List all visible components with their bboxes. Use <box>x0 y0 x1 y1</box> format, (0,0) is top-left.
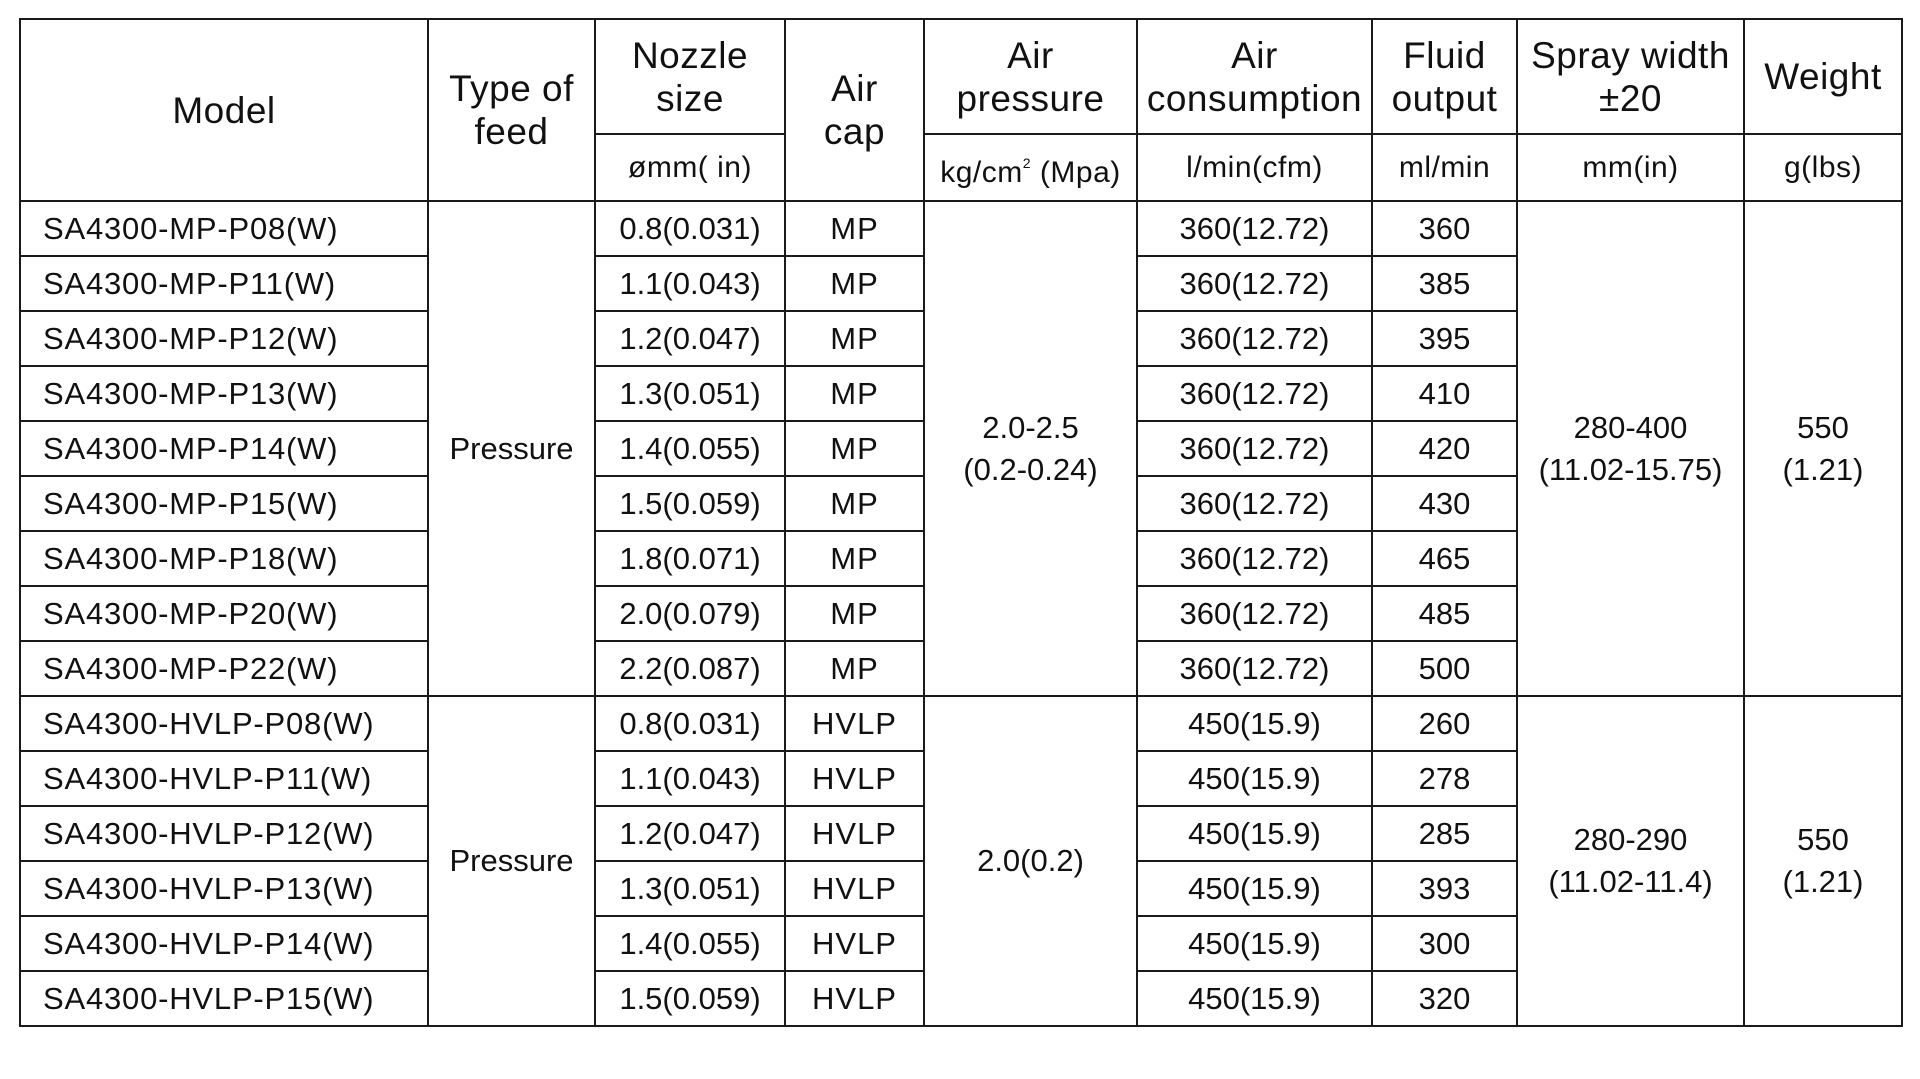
nozzle-cell: 0.8(0.031) <box>595 201 785 256</box>
air-cap-cell: MP <box>785 531 924 586</box>
nozzle-cell: 1.1(0.043) <box>595 256 785 311</box>
air-cap-cell: MP <box>785 366 924 421</box>
unit-weight: g(lbs) <box>1744 134 1902 201</box>
air-consumption-cell: 360(12.72) <box>1137 256 1372 311</box>
air-consumption-cell: 450(15.9) <box>1137 916 1372 971</box>
air-cap-cell: HVLP <box>785 806 924 861</box>
air-consumption-cell: 450(15.9) <box>1137 751 1372 806</box>
air-consumption-cell: 450(15.9) <box>1137 806 1372 861</box>
air-cap-cell: MP <box>785 586 924 641</box>
fluid-output-cell: 260 <box>1372 696 1517 751</box>
fluid-output-cell: 420 <box>1372 421 1517 476</box>
model-cell: SA4300-HVLP-P08(W) <box>20 696 428 751</box>
air-cap-cell: HVLP <box>785 751 924 806</box>
nozzle-cell: 1.5(0.059) <box>595 476 785 531</box>
unit-pressure: $kg/cm^2$ (Mpa) <box>924 134 1137 201</box>
fluid-output-cell: 300 <box>1372 916 1517 971</box>
air-cap-cell: HVLP <box>785 971 924 1026</box>
fluid-output-cell: 485 <box>1372 586 1517 641</box>
fluid-output-cell: 410 <box>1372 366 1517 421</box>
air-consumption-cell: 450(15.9) <box>1137 861 1372 916</box>
air-consumption-cell: 360(12.72) <box>1137 641 1372 696</box>
header-model: Model <box>20 19 428 201</box>
fluid-output-cell: 360 <box>1372 201 1517 256</box>
fluid-output-cell: 278 <box>1372 751 1517 806</box>
air-consumption-cell: 360(12.72) <box>1137 531 1372 586</box>
table-row <box>20 696 1902 751</box>
nozzle-cell: 1.4(0.055) <box>595 421 785 476</box>
feed-cell: Pressure <box>428 696 595 1026</box>
nozzle-cell: 1.4(0.055) <box>595 916 785 971</box>
header-fluid-output: Fluid output <box>1372 19 1517 134</box>
fluid-output-cell: 500 <box>1372 641 1517 696</box>
model-cell: SA4300-MP-P13(W) <box>20 366 428 421</box>
air-cap-cell: MP <box>785 256 924 311</box>
spec-table <box>19 18 1903 1027</box>
nozzle-cell: 2.2(0.087) <box>595 641 785 696</box>
fluid-output-cell: 465 <box>1372 531 1517 586</box>
feed-cell: Pressure <box>428 201 595 696</box>
air-consumption-cell: 360(12.72) <box>1137 311 1372 366</box>
nozzle-cell: 1.1(0.043) <box>595 751 785 806</box>
air-cap-cell: HVLP <box>785 696 924 751</box>
header-air-pressure: Air pressure <box>924 19 1137 134</box>
spray-width-cell: 280-290 (11.02-11.4) <box>1517 696 1744 1026</box>
air-consumption-cell: 360(12.72) <box>1137 586 1372 641</box>
model-cell: SA4300-HVLP-P15(W) <box>20 971 428 1026</box>
unit-output: ml/min <box>1372 134 1517 201</box>
model-cell: SA4300-HVLP-P13(W) <box>20 861 428 916</box>
model-cell: SA4300-MP-P08(W) <box>20 201 428 256</box>
air-pressure-cell: 2.0-2.5 (0.2-0.24) <box>924 201 1137 696</box>
fluid-output-cell: 430 <box>1372 476 1517 531</box>
air-cap-cell: HVLP <box>785 916 924 971</box>
air-consumption-cell: 360(12.72) <box>1137 366 1372 421</box>
model-cell: SA4300-MP-P12(W) <box>20 311 428 366</box>
nozzle-cell: 1.5(0.059) <box>595 971 785 1026</box>
model-cell: SA4300-HVLP-P11(W) <box>20 751 428 806</box>
header-weight: Weight <box>1744 19 1902 134</box>
model-cell: SA4300-MP-P11(W) <box>20 256 428 311</box>
air-cap-cell: MP <box>785 421 924 476</box>
air-cap-cell: MP <box>785 311 924 366</box>
nozzle-cell: 0.8(0.031) <box>595 696 785 751</box>
table-body <box>20 201 1902 1026</box>
spray-width-cell: 280-400 (11.02-15.75) <box>1517 201 1744 696</box>
air-consumption-cell: 450(15.9) <box>1137 971 1372 1026</box>
table-row <box>20 201 1902 256</box>
unit-consumption: l/min(cfm) <box>1137 134 1372 201</box>
air-consumption-cell: 360(12.72) <box>1137 476 1372 531</box>
model-cell: SA4300-MP-P20(W) <box>20 586 428 641</box>
fluid-output-cell: 393 <box>1372 861 1517 916</box>
fluid-output-cell: 385 <box>1372 256 1517 311</box>
fluid-output-cell: 395 <box>1372 311 1517 366</box>
air-consumption-cell: 360(12.72) <box>1137 421 1372 476</box>
model-cell: SA4300-MP-P14(W) <box>20 421 428 476</box>
nozzle-cell: 1.2(0.047) <box>595 806 785 861</box>
nozzle-cell: 2.0(0.079) <box>595 586 785 641</box>
air-cap-cell: MP <box>785 641 924 696</box>
air-consumption-cell: 360(12.72) <box>1137 201 1372 256</box>
header-feed: Type of feed <box>428 19 595 201</box>
model-cell: SA4300-HVLP-P12(W) <box>20 806 428 861</box>
nozzle-cell: 1.8(0.071) <box>595 531 785 586</box>
header-nozzle: Nozzle size <box>595 19 785 134</box>
header-air-cap: Air cap <box>785 19 924 201</box>
weight-cell: 550 (1.21) <box>1744 201 1902 696</box>
weight-cell: 550 (1.21) <box>1744 696 1902 1026</box>
fluid-output-cell: 285 <box>1372 806 1517 861</box>
air-cap-cell: MP <box>785 476 924 531</box>
header-row <box>20 19 1902 134</box>
model-cell: SA4300-HVLP-P14(W) <box>20 916 428 971</box>
air-cap-cell: MP <box>785 201 924 256</box>
air-consumption-cell: 450(15.9) <box>1137 696 1372 751</box>
header-air-consumption: Air consumption <box>1137 19 1372 134</box>
air-pressure-cell: 2.0(0.2) <box>924 696 1137 1026</box>
fluid-output-cell: 320 <box>1372 971 1517 1026</box>
model-cell: SA4300-MP-P22(W) <box>20 641 428 696</box>
unit-nozzle: ømm( in) <box>595 134 785 201</box>
model-cell: SA4300-MP-P18(W) <box>20 531 428 586</box>
nozzle-cell: 1.3(0.051) <box>595 366 785 421</box>
nozzle-cell: 1.3(0.051) <box>595 861 785 916</box>
nozzle-cell: 1.2(0.047) <box>595 311 785 366</box>
header-spray-width: Spray width ±20 <box>1517 19 1744 134</box>
air-cap-cell: HVLP <box>785 861 924 916</box>
model-cell: SA4300-MP-P15(W) <box>20 476 428 531</box>
unit-spray: mm(in) <box>1517 134 1744 201</box>
